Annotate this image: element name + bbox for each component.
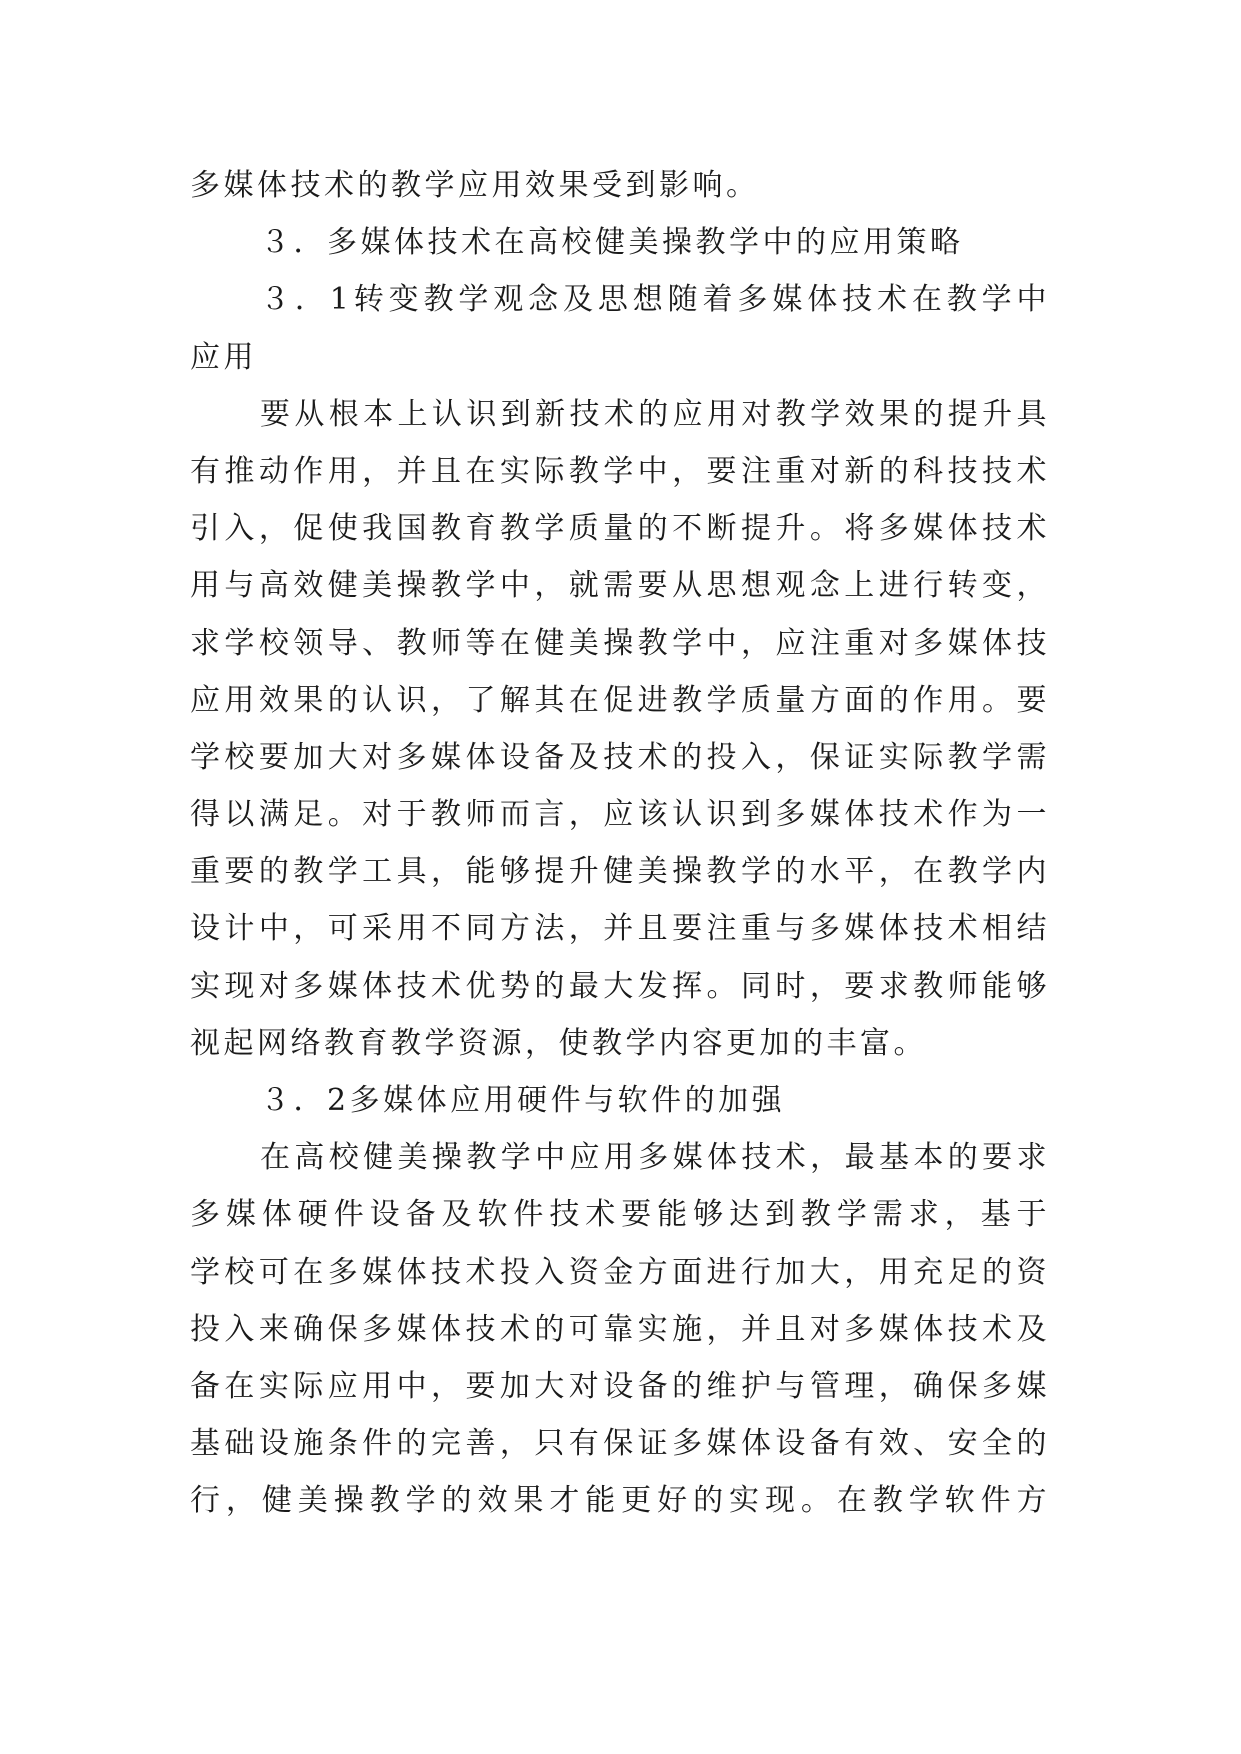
text-line: 得以满足。对于教师而言，应该认识到多媒体技术作为一 xyxy=(190,797,1050,833)
text-line: 求学校领导、教师等在健美操教学中，应注重对多媒体技 xyxy=(190,625,1050,661)
text-line: 重要的教学工具，能够提升健美操教学的水平，在教学内 xyxy=(190,854,1050,890)
text-line: 学校可在多媒体技术投入资金方面进行加大，用充足的资 xyxy=(190,1254,1050,1290)
subsection-heading-continued: 应用 xyxy=(190,339,257,375)
text-line: 用与高效健美操教学中，就需要从思想观念上进行转变， xyxy=(190,568,1050,604)
text-line: 设计中，可采用不同方法，并且要注重与多媒体技术相结 xyxy=(190,911,1050,947)
text-line: 学校要加大对多媒体设备及技术的投入，保证实际教学需 xyxy=(190,739,1050,775)
text-line: 引入，促使我国教育教学质量的不断提升。将多媒体技术 xyxy=(190,511,1050,547)
text-line: 要从根本上认识到新技术的应用对教学效果的提升具 xyxy=(260,396,1050,432)
text-line: 多媒体技术的教学应用效果受到影响。 xyxy=(190,168,760,203)
text-line: 投入来确保多媒体技术的可靠实施，并且对多媒体技术及 xyxy=(190,1311,1050,1347)
document-body xyxy=(190,157,1050,1530)
text-line: 视起网络教育教学资源，使教学内容更加的丰富。 xyxy=(190,1025,927,1061)
text-line: 基础设施条件的完善，只有保证多媒体设备有效、安全的 xyxy=(190,1426,1050,1462)
text-line: 有推动作用，并且在实际教学中，要注重对新的科技技术 xyxy=(190,453,1050,489)
subsection-heading: ３．1转变教学观念及思想随着多媒体技术在教学中 xyxy=(260,282,1050,318)
text-line: 实现对多媒体技术优势的最大发挥。同时，要求教师能够 xyxy=(190,968,1050,1004)
text-line: 应用效果的认识，了解其在促进教学质量方面的作用。要 xyxy=(190,682,1050,718)
text-line: 在高校健美操教学中应用多媒体技术，最基本的要求 xyxy=(260,1140,1050,1176)
section-heading: ３．多媒体技术在高校健美操教学中的应用策略 xyxy=(260,225,964,261)
text-line: 行，健美操教学的效果才能更好的实现。在教学软件方 xyxy=(190,1483,1050,1519)
text-line: 多媒体硬件设备及软件技术要能够达到教学需求，基于 xyxy=(190,1197,1050,1233)
subsection-heading: ３．2多媒体应用硬件与软件的加强 xyxy=(260,1083,786,1118)
text-line: 备在实际应用中，要加大对设备的维护与管理，确保多媒 xyxy=(190,1368,1050,1404)
